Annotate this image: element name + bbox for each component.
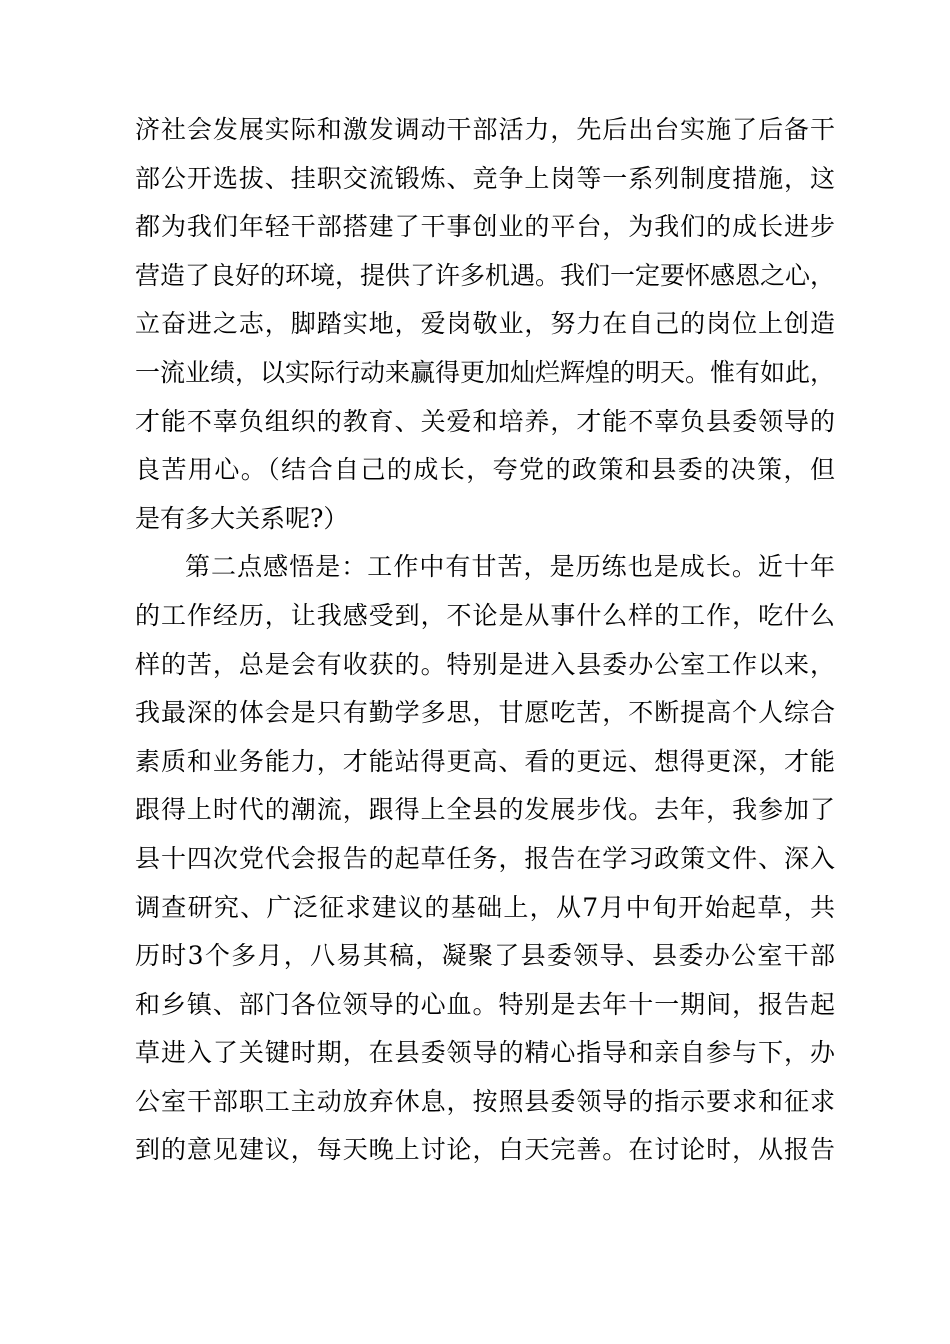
body-text [135,106,835,1175]
text-line: 草进入了关键时期，在县委领导的精心指导和亲自参与下，办 [135,1038,835,1068]
text-line: 历时3个多月，八易其稿，凝聚了县委领导、县委办公室干部 [135,941,835,971]
text-line: 样的苦，总是会有收获的。特别是进入县委办公室工作以来， [135,649,835,679]
text-line: 才能不辜负组织的教育、关爱和培养，才能不辜负县委领导的 [135,406,835,436]
text-line: 部公开选拔、挂职交流锻炼、竞争上岗等一系列制度措施，这 [135,163,835,193]
text-line: 到的意见建议，每天晚上讨论，白天完善。在讨论时，从报告 [135,1135,835,1165]
text-line: 公室干部职工主动放弃休息，按照县委领导的指示要求和征求 [135,1086,835,1116]
text-line: 调查研究、广泛征求建议的基础上，从7月中旬开始起草，共 [135,892,835,922]
text-line: 是有多大关系呢?） [135,503,349,533]
paragraph-start-line: 第二点感悟是：工作中有甘苦，是历练也是成长。近十年 [185,552,835,582]
text-line: 我最深的体会是只有勤学多思，甘愿吃苦，不断提高个人综合 [135,698,835,728]
text-line: 都为我们年轻干部搭建了干事创业的平台，为我们的成长进步 [135,212,835,242]
text-line: 的工作经历，让我感受到，不论是从事什么样的工作，吃什么 [135,600,835,630]
text-line: 立奋进之志，脚踏实地，爱岗敬业，努力在自己的岗位上创造 [135,309,835,339]
text-line: 营造了良好的环境，提供了许多机遇。我们一定要怀感恩之心， [135,260,836,290]
text-line: 和乡镇、部门各位领导的心血。特别是去年十一期间，报告起 [135,989,835,1019]
text-line: 县十四次党代会报告的起草任务，报告在学习政策文件、深入 [135,843,835,873]
text-line: 济社会发展实际和激发调动干部活力，先后出台实施了后备干 [135,115,835,144]
text-line: 素质和业务能力，才能站得更高、看的更远、想得更深，才能 [135,746,835,776]
text-line: 跟得上时代的潮流，跟得上全县的发展步伐。去年，我参加了 [135,795,835,825]
text-line: 良苦用心。（结合自己的成长，夸党的政策和县委的决策，但 [135,455,835,485]
text-line: 一流业绩，以实际行动来赢得更加灿烂辉煌的明天。惟有如此， [135,357,836,387]
